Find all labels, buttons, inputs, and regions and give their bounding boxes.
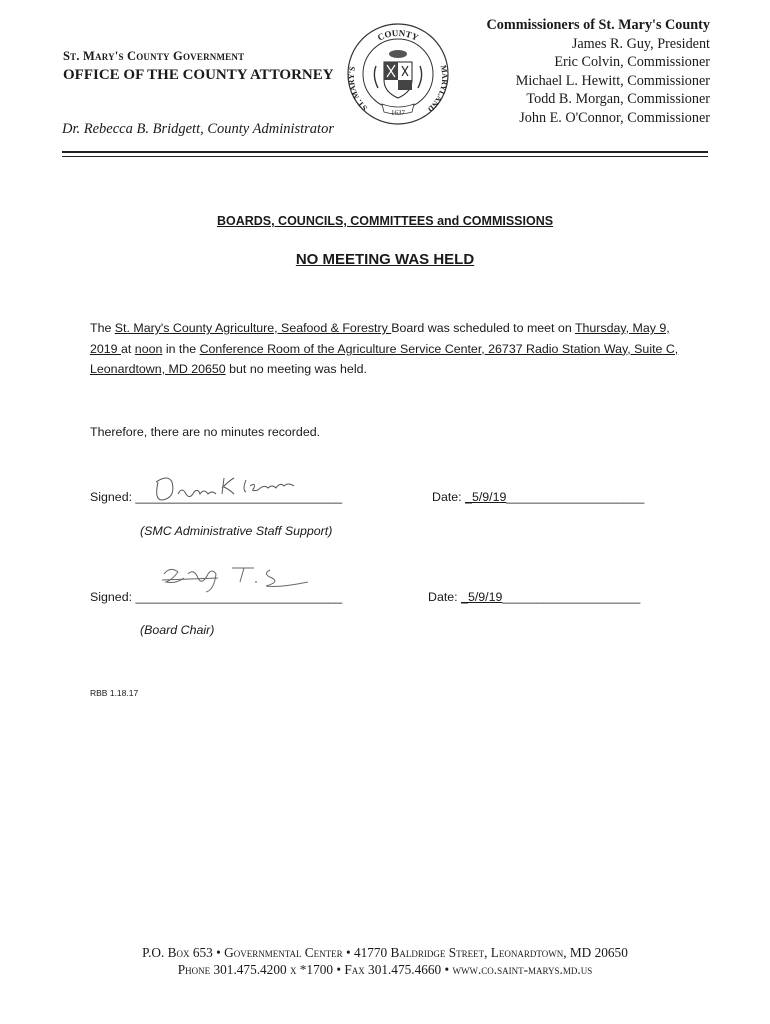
board-name: St. Mary's County Agriculture, Seafood & Forestry [114, 321, 392, 335]
header-divider [62, 151, 708, 153]
chair-role: (Board Chair) [140, 623, 215, 637]
footer-contact: Phone 301.475.4200 x *1700 • Fax 301.475.4660 • www.co.saint-marys.md.us [177, 962, 593, 977]
seal-right-text: MARYLAND [425, 64, 450, 114]
meeting-notice-paragraph: The St. Mary's County Agriculture, Seafood & Forestry Board was scheduled to meet on Thursday, May 9, 2019 at noon in the Conference Room of the Agriculture Service Center, 26737 Radio Station Way, Suite C, Leonardtown, MD 20650 but no meeting was held. [90, 321, 679, 376]
staff-signature-line: Signed: ______________________________ [90, 490, 343, 504]
svg-text:COUNTY [376, 28, 421, 43]
no-minutes-statement: Therefore, there are no minutes recorded. [90, 425, 321, 439]
office-title: OFFICE OF THE COUNTY ATTORNEY [63, 67, 334, 83]
chair-date: Date: _5/9/19____________________ [428, 590, 641, 604]
section-title: BOARDS, COUNCILS, COMMITTEES and COMMISSIONS [216, 214, 554, 228]
org-name: St. Mary's County Government [63, 49, 245, 63]
county-administrator: Dr. Rebecca B. Bridgett, County Administrator [62, 121, 334, 137]
commissioners-heading: Commissioners of St. Mary's County [486, 17, 710, 33]
staff-date: Date: _5/9/19____________________ [432, 490, 645, 504]
commissioner-name: John E. O'Connor, Commissioner [519, 109, 710, 126]
seal-top-text: COUNTY [375, 27, 421, 43]
meeting-location: Conference Room of the Agriculture Service Center, 26737 Radio Station Way, Suite C, Leonardtown, MD 20650 [90, 341, 679, 376]
county-seal-icon [346, 22, 450, 126]
commissioners-block [487, 16, 710, 128]
commissioner-name: Todd B. Morgan, Commissioner [526, 91, 710, 108]
chair-date-value: _5/9/19 [461, 590, 503, 604]
staff-role: (SMC Administrative Staff Support) [140, 524, 333, 538]
chair-signature-line: Signed: ______________________________ [90, 590, 343, 604]
header-divider-thin [62, 156, 708, 157]
meeting-date: Thursday, May 9, 2019 [90, 321, 670, 356]
meeting-time: noon [134, 341, 163, 356]
seal-year: 1637 [391, 109, 405, 117]
notice-title: NO MEETING WAS HELD [295, 251, 475, 268]
seal-left-text: ST. MARY'S [346, 65, 370, 113]
footer-address: P.O. Box 653 • Governmental Center • 41770 Baldridge Street, Leonardtown, MD 20650 [142, 945, 628, 960]
commissioner-name: James R. Guy, President [571, 35, 710, 52]
commissioner-name: Michael L. Hewitt, Commissioner [515, 72, 710, 89]
staff-date-value: _5/9/19 [465, 490, 507, 504]
document-code: RBB 1.18.17 [90, 688, 139, 698]
svg-text:ST. MARY'S [347, 65, 369, 113]
commissioner-name: Eric Colvin, Commissioner [554, 54, 710, 71]
